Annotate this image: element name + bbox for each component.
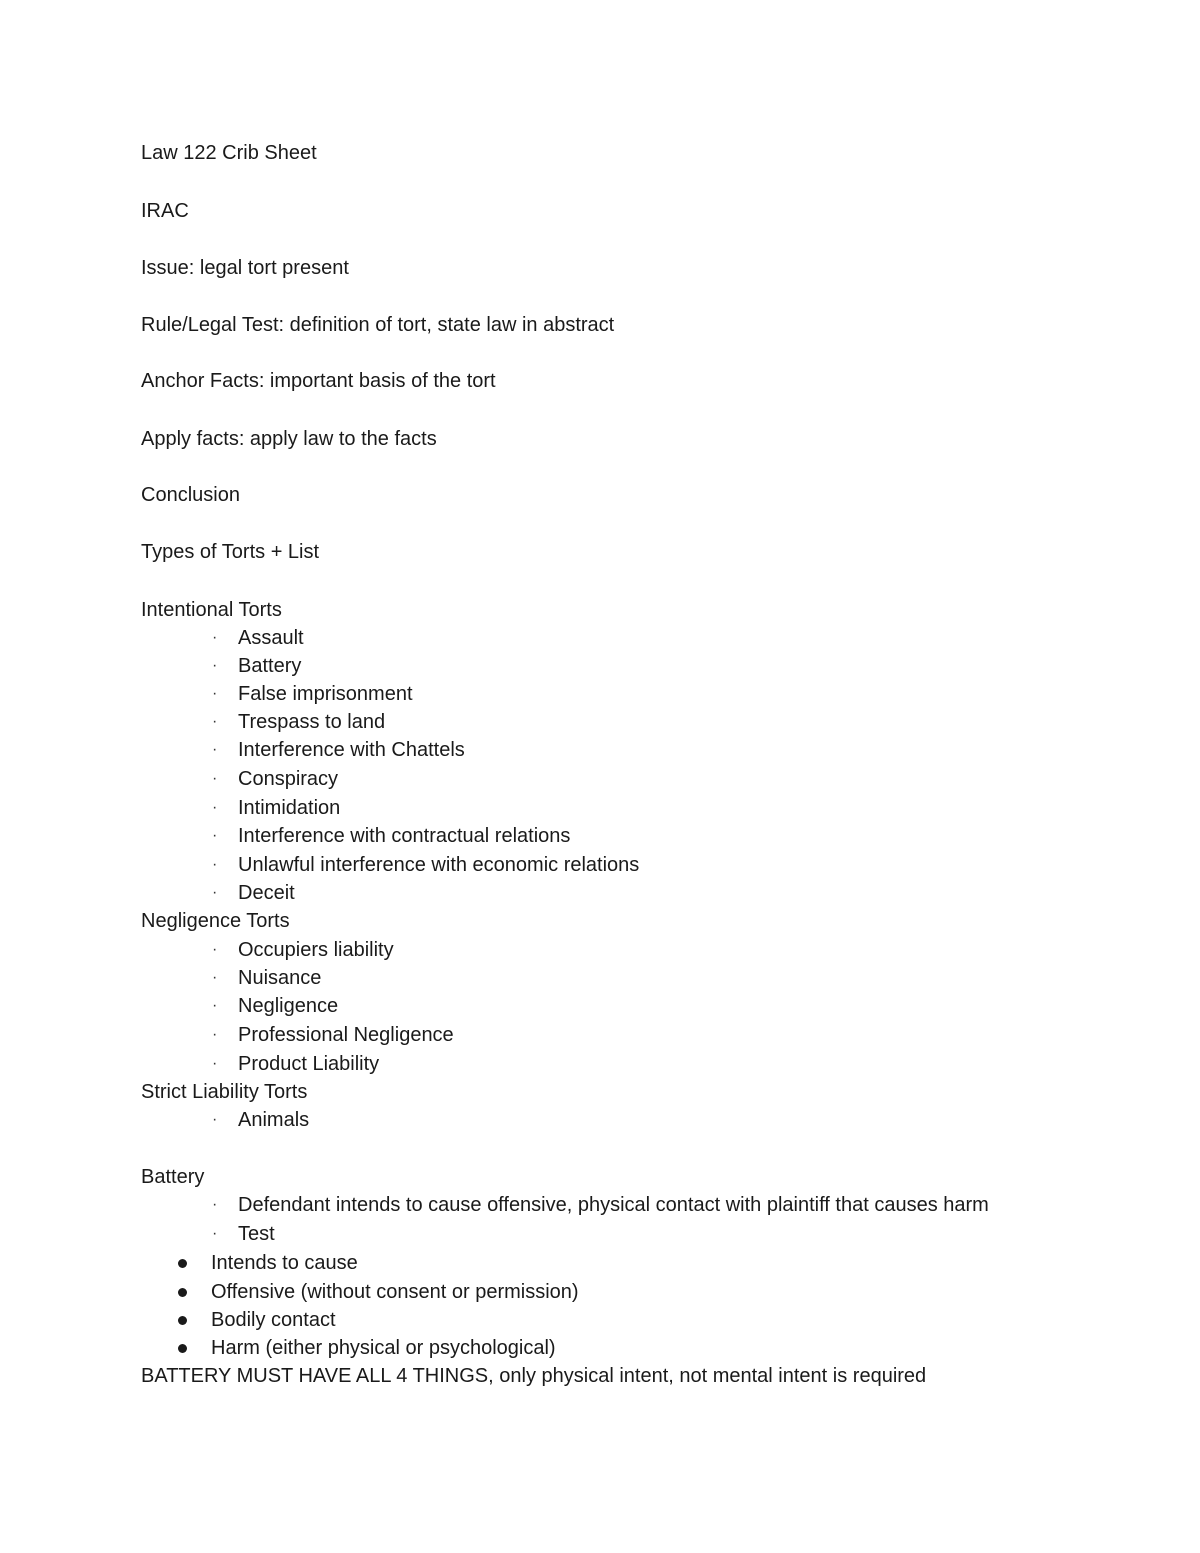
bullet-dot-icon: · bbox=[212, 1026, 218, 1043]
irac-heading: IRAC bbox=[141, 200, 189, 222]
document-page: Law 122 Crib Sheet IRAC Issue: legal tort present Rule/Legal Test: definition of tort, state law in abstract Anchor Facts: important basis of the tort Apply facts: apply law to the facts Conclusion Types of Torts + List Intentional Torts · Assault · Battery · False imprisonment · Trespass to land · Interference with Chattels · Conspiracy · Intimidation · Interference with contractual relations · Unlawful interference with economic relations · Deceit Negligence Torts · Occupiers liability · Nuisance · Negligence · Professional Negligence · Product Liability Strict Liability Torts · Animals Battery · Defendant intends to cause offensive, physical contact with plaintiff that causes harm · Test Intends to cause Offensive (without consent or permission) Bodily contact Harm (either physical or psychological) BATTERY MUST HAVE ALL 4 THINGS, only physical intent, not mental intent is required bbox=[0, 0, 1200, 1553]
bullet-dot-icon: · bbox=[212, 941, 218, 958]
strict-liability-torts-heading: Strict Liability Torts bbox=[141, 1081, 308, 1103]
bullet-dot-icon: · bbox=[212, 1055, 218, 1072]
bullet-dot-icon: · bbox=[212, 629, 218, 646]
bullet-dot-icon: · bbox=[212, 969, 218, 986]
irac-conclusion: Conclusion bbox=[141, 484, 240, 506]
battery-heading: Battery bbox=[141, 1166, 205, 1188]
battery-note: BATTERY MUST HAVE ALL 4 THINGS, only physical intent, not mental intent is required bbox=[141, 1365, 927, 1387]
bullet-dot-icon: · bbox=[212, 1111, 218, 1128]
bullet-dot-icon: · bbox=[212, 685, 218, 702]
bullet-dot-icon: · bbox=[212, 884, 218, 901]
bullet-dot-icon: · bbox=[212, 997, 218, 1014]
irac-rule: Rule/Legal Test: definition of tort, state law in abstract bbox=[141, 314, 615, 336]
intentional-torts-heading: Intentional Torts bbox=[141, 599, 282, 621]
document-title: Law 122 Crib Sheet bbox=[141, 142, 317, 164]
bullet-dot-icon: · bbox=[212, 1225, 218, 1242]
types-heading: Types of Torts + List bbox=[141, 541, 320, 563]
irac-anchor-facts: Anchor Facts: important basis of the tort bbox=[141, 370, 496, 392]
irac-apply-facts: Apply facts: apply law to the facts bbox=[141, 428, 437, 450]
bullet-disc-icon bbox=[178, 1259, 187, 1268]
bullet-disc-icon bbox=[178, 1344, 187, 1353]
bullet-disc-icon bbox=[178, 1316, 187, 1325]
bullet-dot-icon: · bbox=[212, 770, 218, 787]
bullet-dot-icon: · bbox=[212, 856, 218, 873]
bullet-dot-icon: · bbox=[212, 827, 218, 844]
bullet-dot-icon: · bbox=[212, 713, 218, 730]
irac-issue: Issue: legal tort present bbox=[141, 257, 349, 279]
bullet-dot-icon: · bbox=[212, 657, 218, 674]
bullet-dot-icon: · bbox=[212, 799, 218, 816]
negligence-torts-heading: Negligence Torts bbox=[141, 910, 290, 932]
bullet-dot-icon: · bbox=[212, 741, 218, 758]
bullet-disc-icon bbox=[178, 1288, 187, 1297]
bullet-dot-icon: · bbox=[212, 1196, 218, 1213]
